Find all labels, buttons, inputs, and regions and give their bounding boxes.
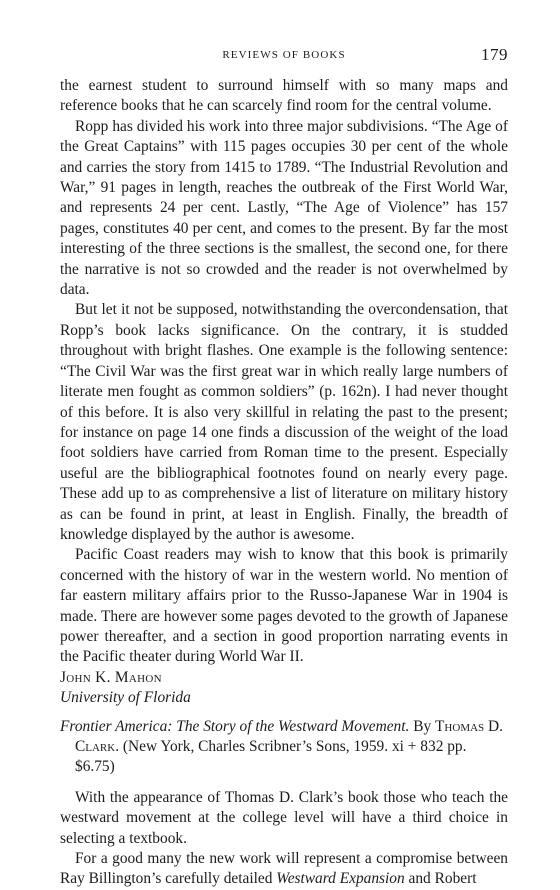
running-title: REVIEWS OF BOOKS (222, 49, 346, 61)
paragraph-compromise (60, 849, 508, 890)
paragraph-pacific-coast: Pacific Coast readers may wish to know that this book is primarily concerned with the history of war in the western world. No mention of far eastern military affairs prior to the Russo-Japanese War in 1904 is made. There are however some pages devoted to the growth of Japanese power thereafter, and a section in good proportion narrating events in the Pacific theater during World War II. (60, 546, 508, 666)
paragraph-subdivisions: Ropp has divided his work into three major subdivisions. “The Age of the Great Captains” with 115 pages occupies 30 per cent of the whole and carries the story from 1415 to 1789. “The Industrial Revolution and War,” 91 pages in length, reaches the outbreak of the First World War, and represents 24 per cent. Lastly, “The Age of Violence” has 157 pages, constitutes 40 per cent, and comes to the present. By far the most interesting of the three sections is the smallest, the second one, for there the narrative is not so crowded and the reader is not overwhelmed by data. (60, 117, 508, 299)
citation-by: By (409, 717, 436, 735)
author-last-name: D. Clark. (75, 717, 503, 755)
westward-expansion-title: Westward Expansion (276, 870, 405, 888)
book-title: Frontier America: The Story of the Westward Movement. (60, 717, 410, 735)
paragraph-significance: But let it not be supposed, notwithstanding the overcondensation, that Ropp’s book lacks significance. On the contrary, it is studded throughout with bright flashes. One example is the following sentence: “The Civil War was the first great war in which really large numbers of literate men fought as common soldiers” (p. 162n). I had never thought of this before. It is also very skillful in relating the past to the present; for instance on page 14 one finds a discussion of the weight of the load foot soldiers have carried from Roman time to the present. Especially useful are the bibliographical footnotes found on nearly every page. These add up to as comprehensive a list of literature on military history as can be found in print, at least in English. Finally, the breadth of knowledge displayed by the author is awesome. (60, 301, 508, 543)
paragraph-textbook-choice: With the appearance of Thomas D. Clark’s book those who teach the westward movement at the college level will have a third choice in selecting a textbook. (60, 788, 508, 847)
book-citation (60, 717, 508, 778)
publication-details: (New York, Charles Scribner’s Sons, 1959. xi + 832 pp. $6.75) (75, 738, 467, 776)
reviewer-affiliation: University of Florida (60, 689, 191, 707)
running-head (60, 44, 508, 66)
author-first-name: Thomas (435, 717, 485, 735)
reviewer-name: John K. Mahon (60, 668, 162, 686)
review-body (60, 76, 508, 890)
compromise-text-end: and Robert (404, 870, 477, 888)
paragraph-continuation: the earnest student to surround himself with so many maps and reference books that he can scarcely find room for the central volume. (60, 77, 508, 115)
page-number: 179 (481, 45, 508, 64)
compromise-text-start: For a good many the new work will represent a compromise between Ray Billington’s carefully detailed (60, 850, 508, 888)
